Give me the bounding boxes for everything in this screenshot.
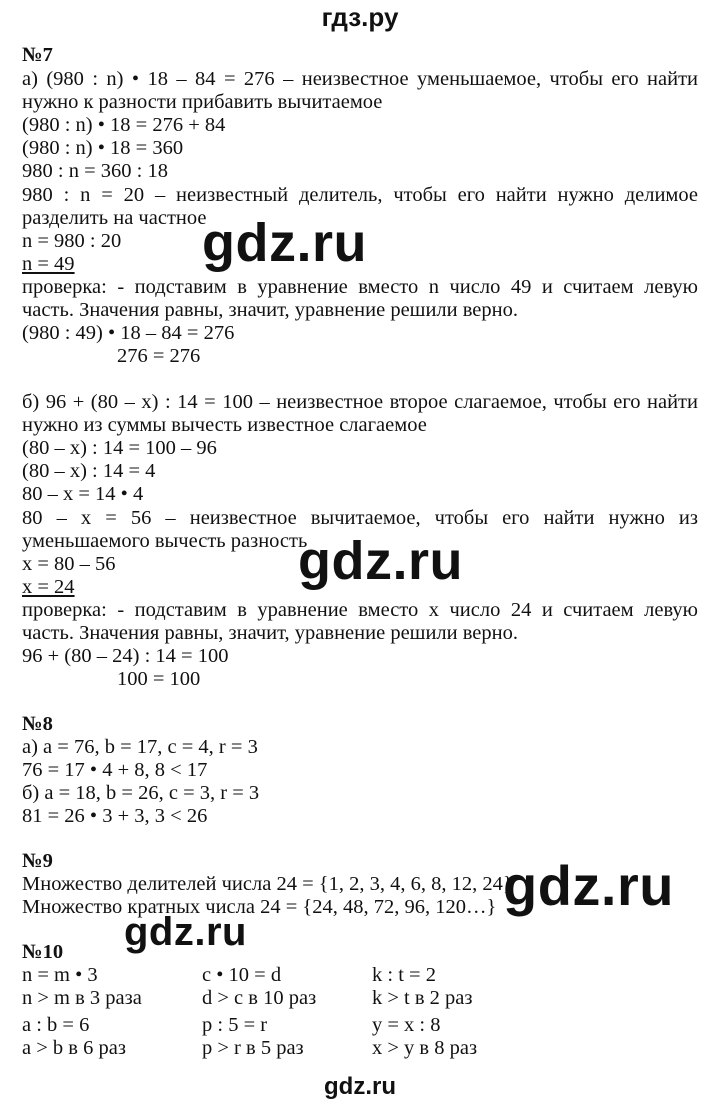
task7-a-check1: проверка: - подставим в уравнение вместо n число 49 и считаем левую: [22, 276, 698, 298]
task8-line3: б) a = 18, b = 26, c = 3, r = 3: [22, 782, 260, 804]
watermark: gdz.ru: [503, 854, 674, 917]
task9-line2: Множество кратных числа 24 = {24, 48, 72, 96, 120…}: [22, 896, 497, 918]
task7-a-line3: (980 : n) • 18 = 276 + 84: [22, 114, 226, 136]
watermark: gdz.ru: [202, 213, 367, 273]
task7-b-check4: 100 = 100: [117, 668, 201, 690]
task7-a-line4: (980 : n) • 18 = 360: [22, 137, 184, 159]
task7-b-line6: 80 – x = 56 – неизвестное вычитаемое, чтобы его найти нужно из: [22, 507, 698, 529]
task7-b-check2: часть. Значения равны, значит, уравнение решили верно.: [22, 622, 519, 644]
task7-a-check4: 276 = 276: [117, 345, 201, 367]
task7-a-check3: (980 : 49) • 18 – 84 = 276: [22, 322, 235, 344]
task7-b-line5: 80 – x = 14 • 4: [22, 483, 144, 505]
task10-cell: k : t = 2: [372, 964, 436, 986]
task7-b-line1: б) 96 + (80 – x) : 14 = 100 – неизвестное второе слагаемое, чтобы его найти: [22, 391, 698, 413]
task7-a-line7: разделить на частное: [22, 207, 207, 229]
task10-cell: c • 10 = d: [202, 964, 282, 986]
watermark: gdz.ru: [298, 531, 463, 591]
task7-b-check3: 96 + (80 – 24) : 14 = 100: [22, 645, 229, 667]
site-header: гдз.ру: [321, 2, 399, 32]
task10-cell: a > b в 6 раз: [22, 1037, 126, 1059]
task10-cell: a : b = 6: [22, 1014, 90, 1036]
task7-b-line3: (80 – x) : 14 = 100 – 96: [22, 437, 217, 459]
task7-a-line2: нужно к разности прибавить вычитаемое: [22, 91, 383, 113]
task10-cell: y = x : 8: [372, 1014, 441, 1036]
task10-cell: x > y в 8 раз: [372, 1037, 478, 1059]
task7-a-line8: n = 980 : 20: [22, 230, 122, 252]
task7-a-line5: 980 : n = 360 : 18: [22, 160, 168, 182]
task8-line2: 76 = 17 • 4 + 8, 8 < 17: [22, 759, 208, 781]
task9-title: №9: [22, 850, 53, 872]
task7-a-answer: n = 49: [22, 253, 75, 275]
task7-b-answer: x = 24: [22, 576, 75, 598]
task10-cell: p : 5 = r: [202, 1014, 268, 1036]
task10-title: №10: [22, 941, 64, 963]
task9-line1: Множество делителей числа 24 = {1, 2, 3, 4, 6, 8, 12, 24}: [22, 873, 513, 895]
task7-title: №7: [22, 44, 53, 66]
task7-b-line8: x = 80 – 56: [22, 553, 116, 575]
watermark: gdz.ru: [124, 910, 247, 954]
task10-cell: n > m в 3 раза: [22, 987, 142, 1009]
task7-a-check2: часть. Значения равны, значит, уравнение решили верно.: [22, 299, 519, 321]
task8-title: №8: [22, 713, 53, 735]
task7-a-line6: 980 : n = 20 – неизвестный делитель, чтобы его найти нужно делимое: [22, 184, 698, 206]
task7-b-check1: проверка: - подставим в уравнение вместо x число 24 и считаем левую: [22, 599, 698, 621]
task7-b-line2: нужно из суммы вычесть известное слагаемое: [22, 414, 427, 436]
footer-watermark: gdz.ru: [324, 1073, 396, 1100]
task10-cell: n = m • 3: [22, 964, 98, 986]
task7-b-line4: (80 – x) : 14 = 4: [22, 460, 156, 482]
task7-b-line7: уменьшаемого вычесть разность: [22, 530, 308, 552]
task10-cell: k > t в 2 раз: [372, 987, 473, 1009]
task10-cell: d > c в 10 раз: [202, 987, 317, 1009]
task7-a-line1: а) (980 : n) • 18 – 84 = 276 – неизвестное уменьшаемое, чтобы его найти: [22, 68, 698, 90]
task10-cell: p > r в 5 раз: [202, 1037, 304, 1059]
task8-line1: а) a = 76, b = 17, c = 4, r = 3: [22, 736, 258, 758]
task8-line4: 81 = 26 • 3 + 3, 3 < 26: [22, 805, 208, 827]
